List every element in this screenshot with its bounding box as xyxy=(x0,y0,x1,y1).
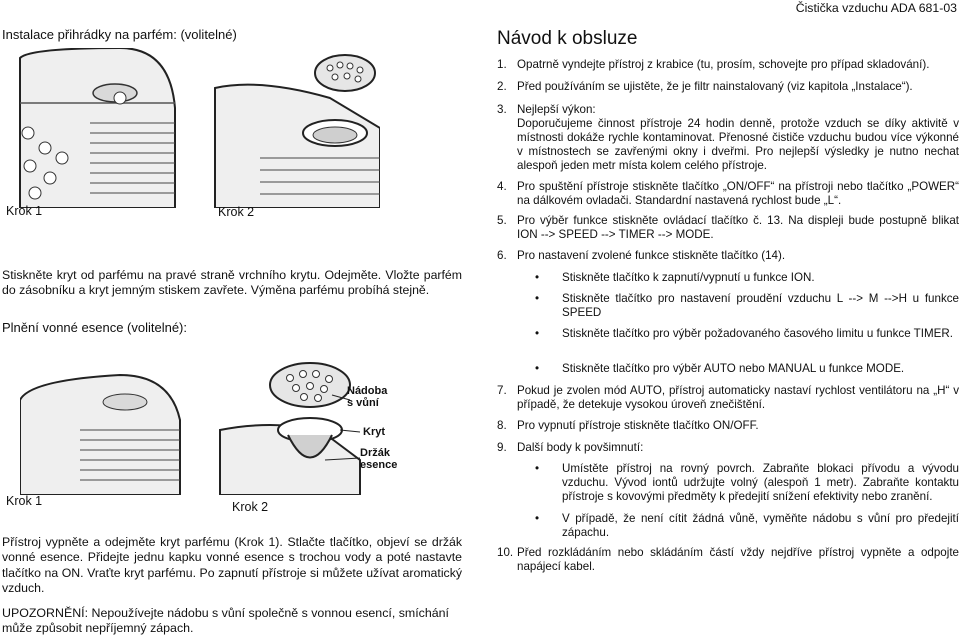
bullet-dot: • xyxy=(535,362,540,375)
bullet-dot: • xyxy=(535,271,540,284)
list-item-1 xyxy=(497,58,959,74)
list-item-8 xyxy=(497,419,959,435)
list-item-5 xyxy=(497,214,959,244)
item-text: Před používáním se ujistěte, že je filtr nainstalovaný (viz kapitola „Instalace“). xyxy=(517,80,913,93)
list-item-3 xyxy=(497,103,959,173)
label-cover: Kryt xyxy=(363,426,386,438)
item-text: Nejlepší výkon: Doporučujeme činnost přístroje 24 hodin denně, protože vzduch se díky aktivitě v místnosti dokáže rychle kontaminovat. Přenosné čističe vzduchu budou více výkonné v místnostech se zavřenými okny i dveřmi. Pro nejlepší výsledky je nutno nechat alespoň jeden metr místa kolem celého přístroje. xyxy=(517,103,959,172)
bullet-text: Umístěte přístroj na rovný povrch. Zabraňte blokaci přívodu a vývodu vzduchu. Vývod iontů udržujte volný (alespoň 1 metr). Zabraňte kontaktu přístroje s kovovými předměty k předejití snížení efektivity nebo zranění. xyxy=(562,462,959,503)
item-text: Opatrně vyndejte přístroj z krabice (tu, prosím, schovejte pro případ skladování). xyxy=(517,58,930,71)
item-number: 8. xyxy=(497,419,507,432)
bullet-text: Stiskněte tlačítko pro výběr požadovaného časového limitu u funkce TIMER. xyxy=(562,327,953,340)
item-text: Pro nastavení zvolené funkce stiskněte tlačítko (14). xyxy=(517,249,786,262)
item-text: Před rozkládáním nebo skládáním částí vždy nejdříve přístroj vypněte a odpojte napájecí kabel. xyxy=(517,546,959,573)
section2-title: Plnění vonné esence (volitelné): xyxy=(2,320,188,335)
bullet-text: Stiskněte tlačítko k zapnutí/vypnutí u funkce ION. xyxy=(562,271,815,284)
list-item-4 xyxy=(497,180,959,210)
bullet-dot: • xyxy=(535,512,540,525)
step2b-label: Krok 2 xyxy=(232,500,269,514)
list-item-7 xyxy=(497,384,959,414)
item-number: 4. xyxy=(497,180,507,193)
item-text: Pro vypnutí přístroje stiskněte tlačítko ON/OFF. xyxy=(517,419,759,432)
item-number: 9. xyxy=(497,441,507,454)
bullet-text: Stiskněte tlačítko pro výběr AUTO nebo MANUAL u funkce MODE. xyxy=(562,362,905,375)
item-text: Pro výběr funkce stiskněte ovládací tlačítko č. 13. Na displeji bude postupně blikat ION --> SPEED --> TIMER --> MODE. xyxy=(517,214,959,241)
warning-text: UPOZORNĚNÍ: Nepoužívejte nádobu s vůní společně s vonnou esencí, smíchání může způsobit nepříjemný zápach. xyxy=(2,606,449,635)
essence-fill-illustration xyxy=(20,360,400,495)
item-number: 3. xyxy=(497,103,507,116)
step1-label: Krok 1 xyxy=(6,204,43,218)
item-text: Pokud je zvolen mód AUTO, přístroj automaticky nastaví rychlost ventilátoru na „H“ v případě, že detekuje vysokou úroveň znečištění. xyxy=(517,384,959,411)
item-number: 1. xyxy=(497,58,507,71)
bullet-text: V případě, že není cítit žádná vůně, vyměňte nádobu s vůní pro předejití zápachu. xyxy=(562,512,959,539)
item-number: 2. xyxy=(497,80,507,93)
document-header: Čistička vzduchu ADA 681-03 xyxy=(795,1,957,15)
list-item-2 xyxy=(497,80,959,96)
item-text: Pro spuštění přístroje stiskněte tlačítko „ON/OFF“ na přístroji nebo tlačítko „POWER“ na dálkovém ovladači. Standardní nastavená rychlost bude „L“. xyxy=(517,180,959,207)
bullet-text: Stiskněte tlačítko pro nastavení proudění vzduchu L --> M -->H u funkce SPEED xyxy=(562,292,959,319)
item-number: 10. xyxy=(497,546,514,559)
item-number: 5. xyxy=(497,214,507,227)
list-item-9 xyxy=(497,441,959,457)
step1b-label: Krok 1 xyxy=(6,494,43,508)
item-number: 6. xyxy=(497,249,507,262)
perfume-install-illustration xyxy=(0,48,380,208)
item-text: Další body k povšimnutí: xyxy=(517,441,644,454)
list-item-10 xyxy=(497,546,959,576)
bullet-dot: • xyxy=(535,292,540,305)
page-title: Návod k obsluze xyxy=(497,28,638,49)
step2-label: Krok 2 xyxy=(218,205,255,219)
section1-title: Instalace přihrádky na parfém: (volitelné) xyxy=(2,27,237,42)
list-item-6 xyxy=(497,249,959,265)
item-number: 7. xyxy=(497,384,507,397)
bullet-dot: • xyxy=(535,462,540,475)
label-container: Nádoba s vůní xyxy=(347,385,388,409)
bullet-dot: • xyxy=(535,327,540,340)
label-holder: Držák esence xyxy=(360,447,398,471)
section1-text: Stiskněte kryt od parfému na pravé straně vrchního krytu. Odejměte. Vložte parfém do zásobníku a kryt jemným stiskem zavřete. Výměna parfému probíhá stejně. xyxy=(2,268,462,298)
section2-text: Přístroj vypněte a odejměte kryt parfému (Krok 1). Stlačte tlačítko, objeví se držák vonné esence. Přidejte jednu kapku vonné esence s trochou vody a poté nastavte tlačítko na ON. Vraťte kryt parfému. Po zapnutí přístroje si můžete užívat aromatický vzduch. xyxy=(2,535,462,596)
